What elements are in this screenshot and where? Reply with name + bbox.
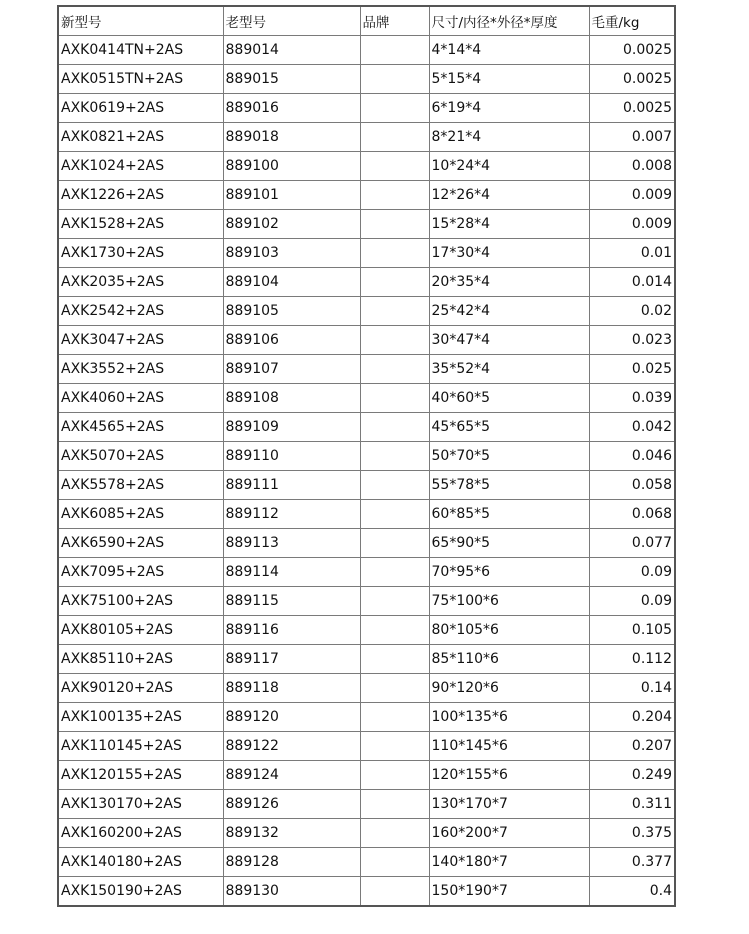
cell-old-model: 889100 xyxy=(223,152,360,181)
cell-weight: 0.009 xyxy=(589,181,675,210)
cell-size: 100*135*6 xyxy=(429,703,589,732)
header-old-model: 老型号 xyxy=(223,6,360,36)
table-row xyxy=(58,819,675,848)
table-row xyxy=(58,529,675,558)
cell-brand xyxy=(360,848,429,877)
cell-brand xyxy=(360,819,429,848)
cell-old-model: 889124 xyxy=(223,761,360,790)
cell-brand xyxy=(360,587,429,616)
cell-new-model: AXK4060+2AS xyxy=(58,384,223,413)
cell-old-model: 889109 xyxy=(223,413,360,442)
cell-brand xyxy=(360,384,429,413)
cell-brand xyxy=(360,355,429,384)
cell-weight: 0.377 xyxy=(589,848,675,877)
table-row xyxy=(58,558,675,587)
cell-weight: 0.008 xyxy=(589,152,675,181)
cell-brand xyxy=(360,529,429,558)
cell-weight: 0.009 xyxy=(589,210,675,239)
cell-size: 50*70*5 xyxy=(429,442,589,471)
cell-old-model: 889126 xyxy=(223,790,360,819)
cell-size: 120*155*6 xyxy=(429,761,589,790)
cell-new-model: AXK75100+2AS xyxy=(58,587,223,616)
cell-weight: 0.249 xyxy=(589,761,675,790)
table-row xyxy=(58,268,675,297)
cell-brand xyxy=(360,210,429,239)
cell-brand xyxy=(360,442,429,471)
cell-weight: 0.023 xyxy=(589,326,675,355)
cell-new-model: AXK1226+2AS xyxy=(58,181,223,210)
cell-brand xyxy=(360,152,429,181)
table-row xyxy=(58,877,675,907)
cell-size: 65*90*5 xyxy=(429,529,589,558)
cell-new-model: AXK150190+2AS xyxy=(58,877,223,907)
table-row xyxy=(58,413,675,442)
cell-weight: 0.058 xyxy=(589,471,675,500)
cell-brand xyxy=(360,181,429,210)
cell-old-model: 889114 xyxy=(223,558,360,587)
table-row xyxy=(58,297,675,326)
cell-weight: 0.02 xyxy=(589,297,675,326)
cell-size: 20*35*4 xyxy=(429,268,589,297)
cell-size: 70*95*6 xyxy=(429,558,589,587)
cell-old-model: 889103 xyxy=(223,239,360,268)
cell-new-model: AXK1024+2AS xyxy=(58,152,223,181)
cell-new-model: AXK5070+2AS xyxy=(58,442,223,471)
cell-brand xyxy=(360,558,429,587)
cell-old-model: 889112 xyxy=(223,500,360,529)
cell-size: 160*200*7 xyxy=(429,819,589,848)
cell-weight: 0.09 xyxy=(589,558,675,587)
cell-new-model: AXK80105+2AS xyxy=(58,616,223,645)
table-row xyxy=(58,239,675,268)
table-row xyxy=(58,587,675,616)
table-row xyxy=(58,761,675,790)
cell-weight: 0.207 xyxy=(589,732,675,761)
cell-old-model: 889130 xyxy=(223,877,360,907)
cell-new-model: AXK5578+2AS xyxy=(58,471,223,500)
cell-new-model: AXK3552+2AS xyxy=(58,355,223,384)
cell-size: 12*26*4 xyxy=(429,181,589,210)
cell-old-model: 889111 xyxy=(223,471,360,500)
table-body xyxy=(58,36,675,907)
cell-size: 130*170*7 xyxy=(429,790,589,819)
cell-size: 75*100*6 xyxy=(429,587,589,616)
cell-brand xyxy=(360,471,429,500)
cell-new-model: AXK1528+2AS xyxy=(58,210,223,239)
cell-weight: 0.01 xyxy=(589,239,675,268)
cell-size: 80*105*6 xyxy=(429,616,589,645)
cell-old-model: 889018 xyxy=(223,123,360,152)
cell-size: 15*28*4 xyxy=(429,210,589,239)
cell-brand xyxy=(360,790,429,819)
table-row xyxy=(58,442,675,471)
cell-brand xyxy=(360,616,429,645)
cell-weight: 0.068 xyxy=(589,500,675,529)
table-row xyxy=(58,94,675,123)
cell-new-model: AXK6085+2AS xyxy=(58,500,223,529)
cell-old-model: 889128 xyxy=(223,848,360,877)
cell-brand xyxy=(360,123,429,152)
cell-new-model: AXK2542+2AS xyxy=(58,297,223,326)
cell-new-model: AXK1730+2AS xyxy=(58,239,223,268)
cell-old-model: 889120 xyxy=(223,703,360,732)
table-row xyxy=(58,500,675,529)
cell-weight: 0.0025 xyxy=(589,36,675,65)
cell-old-model: 889110 xyxy=(223,442,360,471)
cell-new-model: AXK3047+2AS xyxy=(58,326,223,355)
cell-weight: 0.014 xyxy=(589,268,675,297)
cell-size: 60*85*5 xyxy=(429,500,589,529)
table-row xyxy=(58,152,675,181)
cell-new-model: AXK0619+2AS xyxy=(58,94,223,123)
cell-new-model: AXK4565+2AS xyxy=(58,413,223,442)
header-size: 尺寸/内径*外径*厚度 xyxy=(429,6,589,36)
cell-brand xyxy=(360,268,429,297)
cell-weight: 0.0025 xyxy=(589,94,675,123)
cell-new-model: AXK160200+2AS xyxy=(58,819,223,848)
cell-brand xyxy=(360,674,429,703)
cell-weight: 0.042 xyxy=(589,413,675,442)
table-row xyxy=(58,674,675,703)
cell-brand xyxy=(360,36,429,65)
cell-weight: 0.112 xyxy=(589,645,675,674)
cell-old-model: 889105 xyxy=(223,297,360,326)
cell-new-model: AXK140180+2AS xyxy=(58,848,223,877)
cell-weight: 0.204 xyxy=(589,703,675,732)
table-row xyxy=(58,36,675,65)
cell-new-model: AXK7095+2AS xyxy=(58,558,223,587)
cell-brand xyxy=(360,413,429,442)
cell-new-model: AXK85110+2AS xyxy=(58,645,223,674)
cell-weight: 0.025 xyxy=(589,355,675,384)
cell-size: 30*47*4 xyxy=(429,326,589,355)
cell-brand xyxy=(360,239,429,268)
cell-size: 85*110*6 xyxy=(429,645,589,674)
cell-size: 6*19*4 xyxy=(429,94,589,123)
cell-new-model: AXK110145+2AS xyxy=(58,732,223,761)
cell-old-model: 889106 xyxy=(223,326,360,355)
table-row xyxy=(58,326,675,355)
cell-old-model: 889101 xyxy=(223,181,360,210)
cell-weight: 0.039 xyxy=(589,384,675,413)
cell-brand xyxy=(360,732,429,761)
cell-weight: 0.046 xyxy=(589,442,675,471)
cell-old-model: 889116 xyxy=(223,616,360,645)
cell-brand xyxy=(360,761,429,790)
table-row xyxy=(58,210,675,239)
cell-new-model: AXK130170+2AS xyxy=(58,790,223,819)
table-row xyxy=(58,384,675,413)
cell-new-model: AXK100135+2AS xyxy=(58,703,223,732)
cell-brand xyxy=(360,645,429,674)
cell-old-model: 889117 xyxy=(223,645,360,674)
table-row xyxy=(58,355,675,384)
cell-size: 55*78*5 xyxy=(429,471,589,500)
header-brand: 品牌 xyxy=(360,6,429,36)
cell-weight: 0.077 xyxy=(589,529,675,558)
cell-size: 150*190*7 xyxy=(429,877,589,907)
cell-size: 35*52*4 xyxy=(429,355,589,384)
cell-old-model: 889016 xyxy=(223,94,360,123)
cell-brand xyxy=(360,65,429,94)
cell-old-model: 889132 xyxy=(223,819,360,848)
table-row xyxy=(58,645,675,674)
cell-new-model: AXK0414TN+2AS xyxy=(58,36,223,65)
table-row xyxy=(58,616,675,645)
cell-weight: 0.105 xyxy=(589,616,675,645)
cell-weight: 0.09 xyxy=(589,587,675,616)
table-row xyxy=(58,848,675,877)
table-row xyxy=(58,703,675,732)
cell-size: 140*180*7 xyxy=(429,848,589,877)
table-row xyxy=(58,471,675,500)
cell-old-model: 889118 xyxy=(223,674,360,703)
cell-weight: 0.375 xyxy=(589,819,675,848)
table-row xyxy=(58,181,675,210)
cell-new-model: AXK120155+2AS xyxy=(58,761,223,790)
cell-old-model: 889015 xyxy=(223,65,360,94)
cell-size: 5*15*4 xyxy=(429,65,589,94)
cell-old-model: 889115 xyxy=(223,587,360,616)
cell-new-model: AXK90120+2AS xyxy=(58,674,223,703)
cell-brand xyxy=(360,94,429,123)
header-new-model: 新型号 xyxy=(58,6,223,36)
header-weight: 毛重/kg xyxy=(589,6,675,36)
header-row xyxy=(58,6,675,36)
cell-size: 45*65*5 xyxy=(429,413,589,442)
cell-brand xyxy=(360,297,429,326)
table-row xyxy=(58,790,675,819)
cell-old-model: 889104 xyxy=(223,268,360,297)
table-row xyxy=(58,732,675,761)
cell-new-model: AXK6590+2AS xyxy=(58,529,223,558)
cell-new-model: AXK2035+2AS xyxy=(58,268,223,297)
cell-brand xyxy=(360,703,429,732)
cell-new-model: AXK0515TN+2AS xyxy=(58,65,223,94)
table-row xyxy=(58,123,675,152)
cell-size: 10*24*4 xyxy=(429,152,589,181)
cell-brand xyxy=(360,326,429,355)
cell-new-model: AXK0821+2AS xyxy=(58,123,223,152)
cell-size: 90*120*6 xyxy=(429,674,589,703)
cell-old-model: 889014 xyxy=(223,36,360,65)
cell-size: 17*30*4 xyxy=(429,239,589,268)
cell-weight: 0.007 xyxy=(589,123,675,152)
cell-weight: 0.4 xyxy=(589,877,675,907)
cell-old-model: 889107 xyxy=(223,355,360,384)
cell-old-model: 889108 xyxy=(223,384,360,413)
cell-size: 4*14*4 xyxy=(429,36,589,65)
cell-brand xyxy=(360,877,429,907)
cell-size: 8*21*4 xyxy=(429,123,589,152)
table-header xyxy=(58,6,675,36)
cell-size: 40*60*5 xyxy=(429,384,589,413)
cell-weight: 0.311 xyxy=(589,790,675,819)
table-row xyxy=(58,65,675,94)
cell-old-model: 889102 xyxy=(223,210,360,239)
cell-size: 25*42*4 xyxy=(429,297,589,326)
bearing-spec-table xyxy=(57,5,676,907)
cell-weight: 0.0025 xyxy=(589,65,675,94)
cell-size: 110*145*6 xyxy=(429,732,589,761)
cell-brand xyxy=(360,500,429,529)
cell-old-model: 889122 xyxy=(223,732,360,761)
cell-weight: 0.14 xyxy=(589,674,675,703)
cell-old-model: 889113 xyxy=(223,529,360,558)
